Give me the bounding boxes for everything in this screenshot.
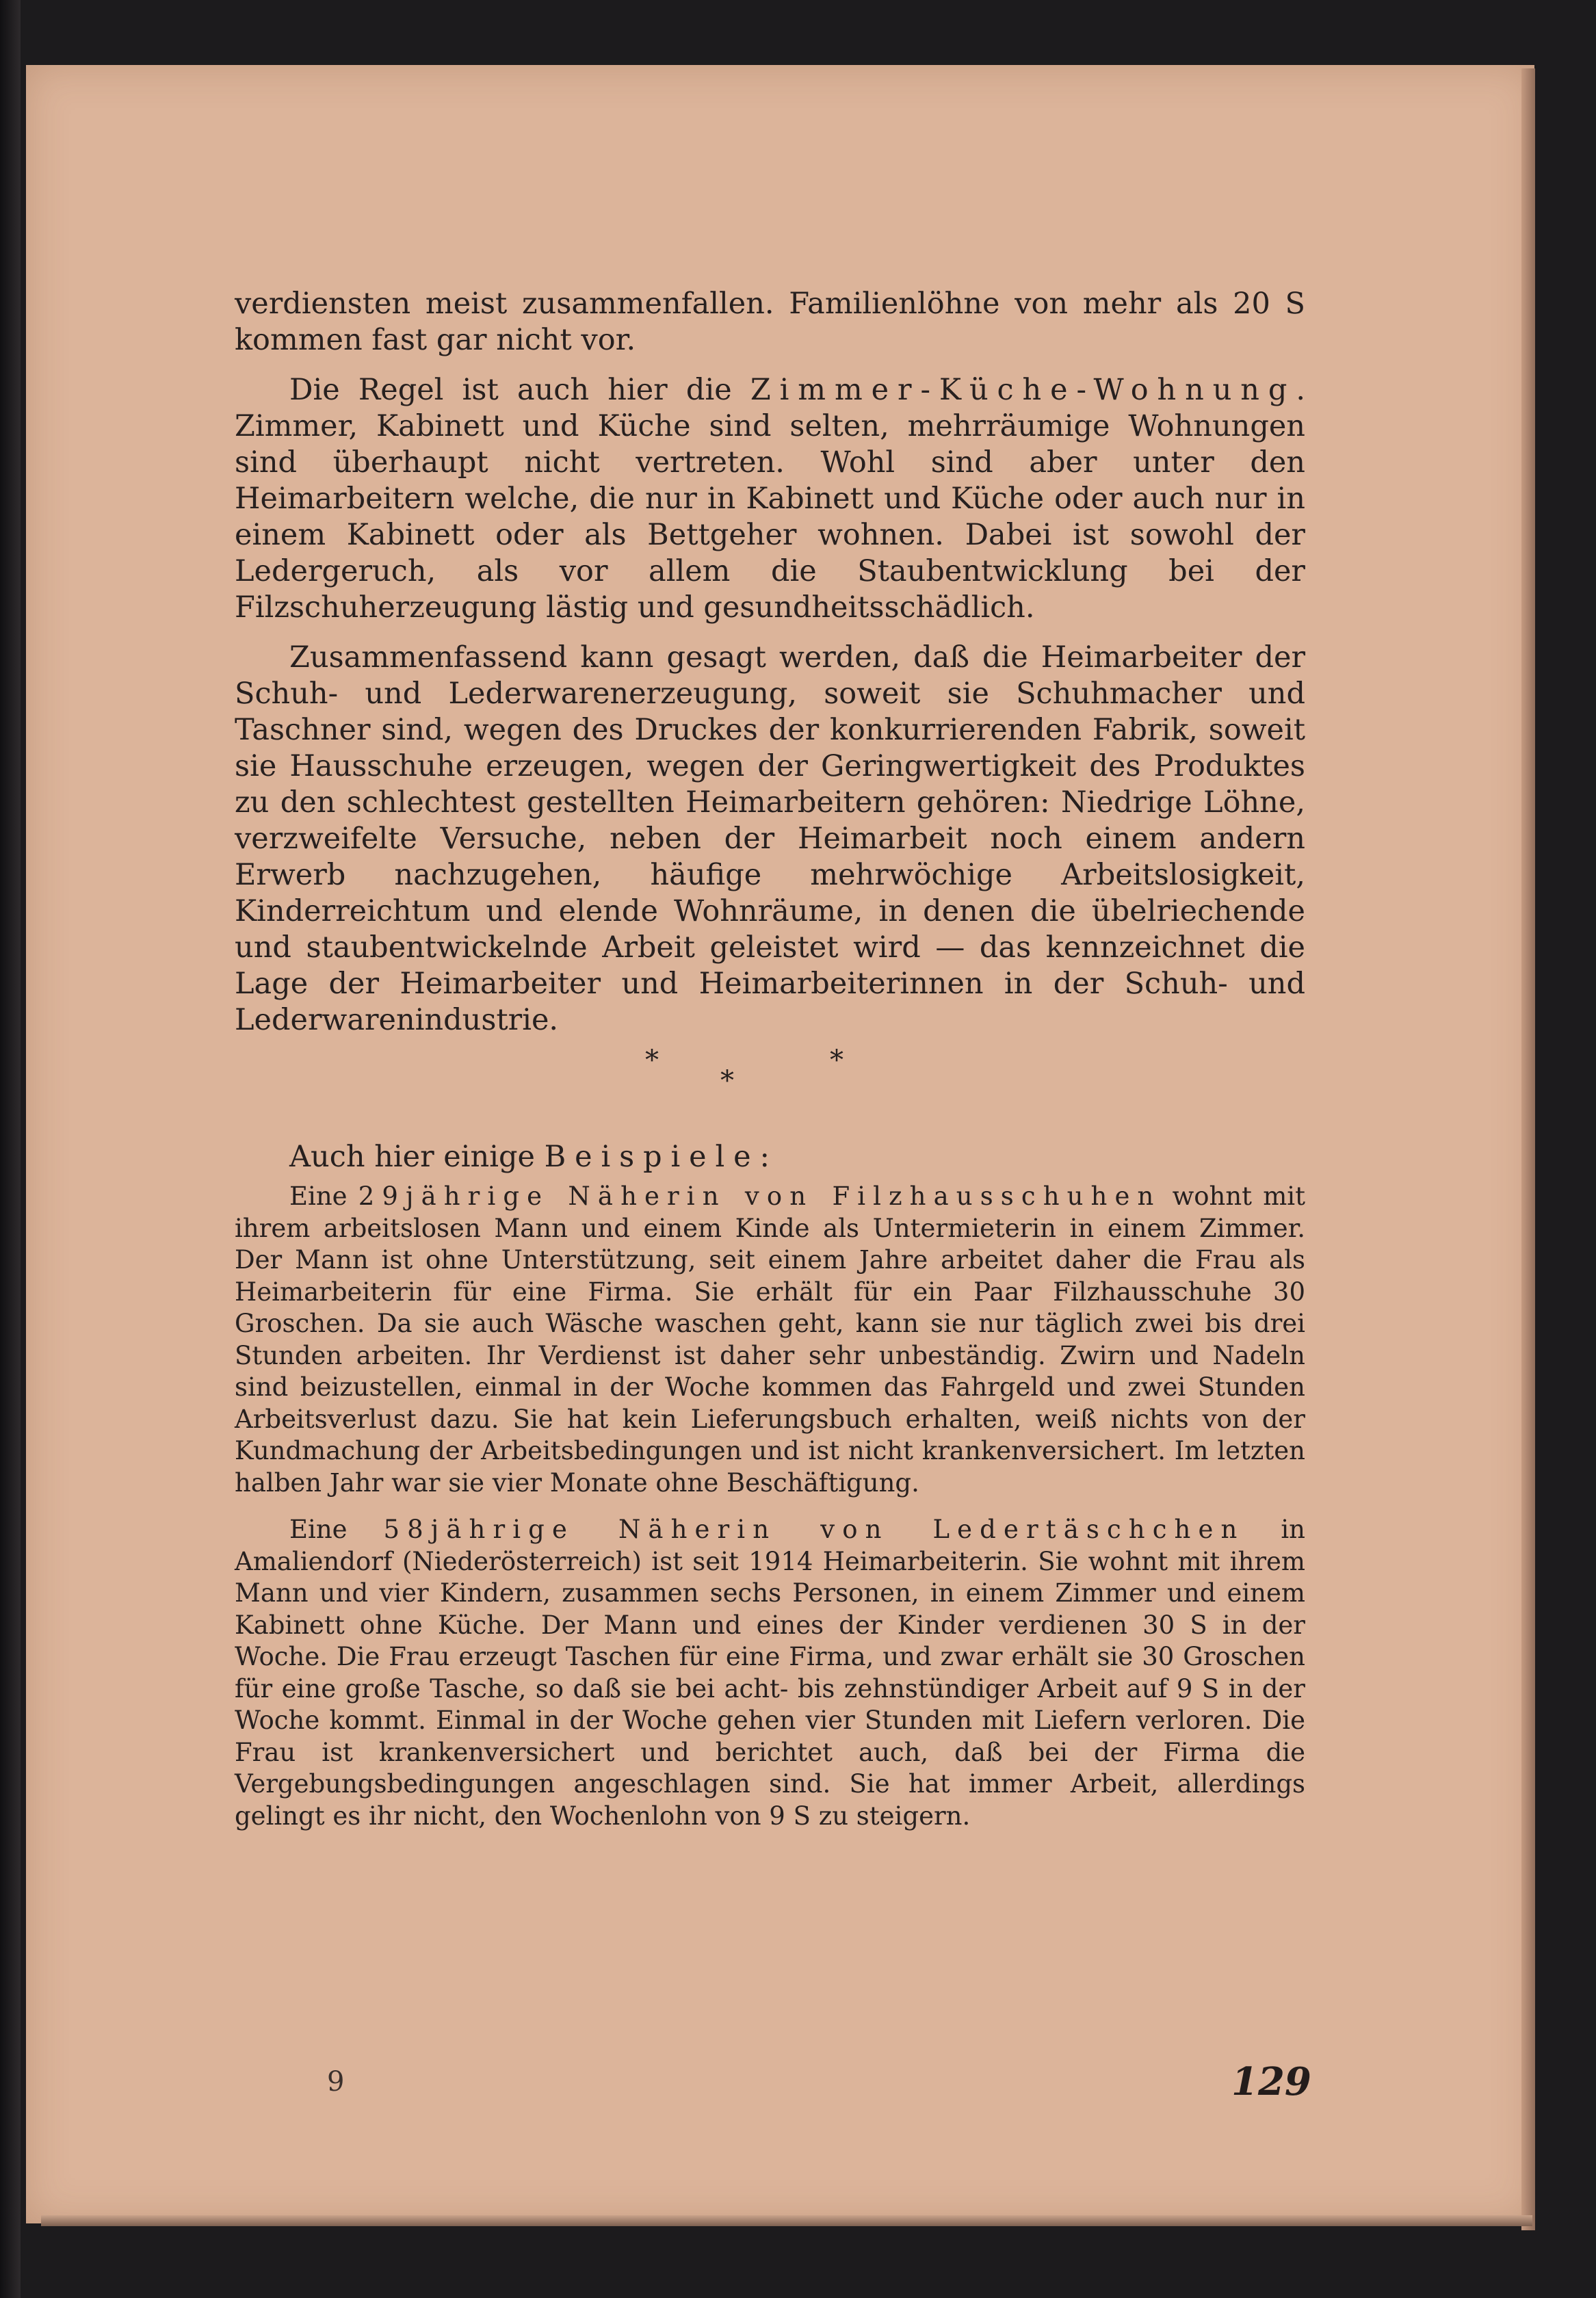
examples-heading <box>289 1139 1305 1175</box>
example-text: in Amaliendorf (Niederösterreich) ist seit 1914 Heimarbeiterin. Sie wohnt mit ihrem Mann und vier Kindern, zusammen sechs Personen, in einem Zimmer und einem Kabinett ohne Küche. Der Mann und eines der Kinder verdienen 30 S in der Woche. Die Frau erzeugt Taschen für eine Firma, und zwar erhält sie 30 Groschen für eine große Tasche, so daß sie bei acht- bis zehnstündiger Arbeit auf 9 S in der Woche kommt. Einmal in der Woche gehen vier Stunden mit Liefern verloren. Die Frau ist krankenversichert und berichtet auch, daß bei der Firma die Vergebungsbedingungen angeschlagen sind. Sie hat immer Arbeit, allerdings gelingt es ihr nicht, den Wochenlohn von 9 S zu steigern. <box>235 1515 1305 1831</box>
text-block <box>235 286 1305 1832</box>
regel-text-after: . Zimmer, Kabinett und Küche sind selten, mehrräumige Wohnungen sind überhaupt nicht vertreten. Wohl sind aber unter den Heimarbeitern welche, die nur in Kabinett und Küche oder auch nur in einem Kabinett oder als Bettgeher wohnen. Dabei ist sowohl der Ledergeruch, als vor allem die Staubentwicklung bei der Filzschuherzeugung lästig und gesundheitsschädlich. <box>235 373 1305 625</box>
separator-star-right: * <box>830 1045 843 1076</box>
example-spaced-subject: 29jährige Näherin von Filzhausschuhen <box>358 1181 1162 1211</box>
example-lead: Eine <box>289 1515 384 1544</box>
page-edge-bottom <box>41 2215 1532 2226</box>
separator-star-left: * <box>645 1045 659 1076</box>
example-ledertaeschchen <box>235 1514 1305 1832</box>
page-edge-right <box>1521 68 1535 2230</box>
regel-spaced-term: Zimmer-Küche-Wohnung <box>750 373 1296 407</box>
section-separator <box>235 1047 1305 1098</box>
example-lead: Eine <box>289 1181 358 1211</box>
page-number: 129 <box>1231 2059 1311 2104</box>
example-text: wohnt mit ihrem arbeitslosen Mann und einem Kinde als Untermieterin in einem Zimmer. Der Mann ist ohne Unterstützung, seit einem Jahre arbeitet daher die Frau als Heimarbeiterin für eine Firma. Sie erhält für ein Paar Filzhausschuhe 30 Groschen. Da sie auch Wäsche waschen geht, kann sie nur täglich zwei bis drei Stunden arbeiten. Ihr Verdienst ist daher sehr unbeständig. Zwirn und Nadeln sind beizustellen, einmal in der Woche kommen das Fahrgeld und zwei Stunden Arbeitsverlust dazu. Sie hat kein Lieferungsbuch erhalten, weiß nichts von der Kundmachung der Arbeitsbedingungen und ist nicht krankenversichert. Im letzten halben Jahr war sie vier Monate ohne Beschäftigung. <box>235 1181 1305 1498</box>
examples-heading-before: Auch hier einige <box>289 1140 545 1174</box>
signature-mark: 9 <box>327 2066 345 2098</box>
regel-text-before: Die Regel ist auch hier die <box>289 373 750 407</box>
example-filzhausschuhe <box>235 1181 1305 1499</box>
paragraph-regel <box>235 372 1305 626</box>
book-spine <box>0 0 21 2298</box>
separator-star-bottom: * <box>720 1065 734 1097</box>
examples-heading-spaced: Beispiele: <box>544 1140 779 1174</box>
example-spaced-subject: 58jährige Näherin von Ledertäschchen <box>383 1515 1245 1544</box>
paragraph-summary: Zusammenfassend kann gesagt werden, daß die Heimarbeiter der Schuh- und Lederwarenerzeugung, soweit sie Schuhmacher und Taschner sind, wegen des Druckes der konkurrierenden Fabrik, soweit sie Hausschuhe erzeugen, wegen der Geringwertigkeit des Produktes zu den schlechtest gestellten Heimarbeitern gehören: Niedrige Löhne, verzweifelte Versuche, neben der Heimarbeit noch einem andern Erwerb nachzugehen, häufige mehrwöchige Arbeitslosigkeit, Kinderreichtum und elende Wohnräume, in denen die übelriechende und staubentwickelnde Arbeit geleistet wird — das kennzeichnet die Lage der Heimarbeiter und Heimarbeiterinnen in der Schuh- und Lederwarenindustrie. <box>235 640 1305 1037</box>
paragraph-continuation: verdiensten meist zusammenfallen. Familienlöhne von mehr als 20 S kommen fast gar nicht vor. <box>235 287 1305 357</box>
